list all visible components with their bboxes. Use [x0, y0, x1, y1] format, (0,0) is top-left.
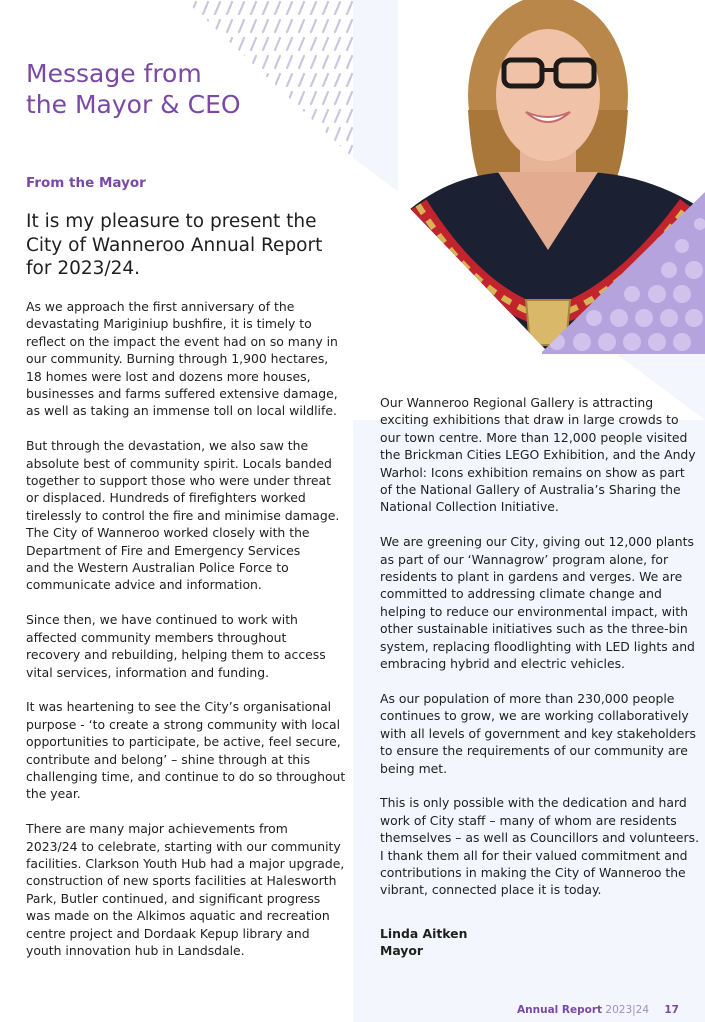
body-line: vibrant, connected place it is today. [380, 882, 602, 898]
body-line: As our population of more than 230,000 people [380, 690, 675, 706]
left-text-column [26, 298, 346, 959]
body-line: The City of Wanneroo worked closely with the [26, 525, 310, 541]
body-paragraph [380, 533, 695, 672]
body-line: residents to plant in gardens and verges. We are [380, 569, 683, 585]
paragraph-gap [26, 594, 346, 611]
section-kicker: From the Mayor [26, 175, 146, 191]
body-paragraph [380, 394, 696, 516]
lead-line: for 2023/24. [26, 258, 141, 279]
body-line: other sustainable initiatives such as the three-bin [380, 621, 688, 637]
body-line: communicate advice and information. [26, 577, 262, 593]
body-line: But through the devastation, we also saw the [26, 438, 309, 454]
paragraph-gap [380, 516, 690, 533]
body-line: Warhol: Icons exhibition remains on show as part [380, 464, 685, 480]
body-line: We are greening our City, giving out 12,000 plants [380, 534, 694, 550]
body-line: purpose - ‘to create a strong community with local [26, 716, 341, 732]
body-line: As we approach the first anniversary of the [26, 299, 295, 314]
body-paragraph [26, 437, 346, 594]
page-title-line: the Mayor & CEO [26, 90, 241, 119]
signature-name: Linda Aitken [380, 926, 468, 941]
body-line: system, replacing floodlighting with LED lights and [380, 638, 695, 654]
body-line: reflect on the impact the event had on so many in [26, 333, 338, 349]
paragraph-gap [380, 777, 690, 794]
body-line: devastating Mariginiup bushfire, it is timely to [26, 316, 312, 332]
lead-line: City of Wanneroo Annual Report [26, 234, 323, 256]
body-paragraph [380, 794, 700, 898]
body-line: challenging time, and continue to do so throughout [26, 768, 346, 784]
paragraph-gap [380, 672, 690, 689]
body-paragraph [26, 820, 346, 959]
body-line: Our Wanneroo Regional Gallery is attracting [380, 395, 654, 410]
body-line: 2023/24 to celebrate, starting with our community [26, 838, 341, 854]
body-line: as part of our ‘Wannagrow’ program alone, for [380, 551, 669, 567]
paragraph-gap [26, 420, 346, 437]
body-paragraph [26, 298, 346, 420]
body-line: youth innovation hub in Landsdale. [26, 942, 245, 958]
body-paragraph [380, 690, 696, 777]
body-line: the year. [26, 786, 81, 802]
body-line: National Collection Initiative. [380, 499, 559, 515]
paragraph-gap [26, 681, 346, 698]
page-title-line: Message from [26, 59, 202, 88]
body-line: with all levels of government and key stakeholders [380, 725, 696, 741]
body-line: I thank them all for their valued commitment and [380, 847, 688, 863]
body-line: being met. [380, 760, 448, 776]
footer-year: 2023|24 [605, 1004, 650, 1016]
body-line: our town centre. More than 12,000 people visited [380, 429, 688, 445]
paragraph-gap [26, 803, 346, 820]
body-line: themselves – as well as Councillors and volunteers. [380, 830, 700, 846]
body-line: Department of Fire and Emergency Services [26, 542, 301, 558]
lead-line: It is my pleasure to present the [26, 211, 317, 232]
body-line: continues to grow, we are working collaboratively [380, 708, 689, 724]
body-line: and the Western Australian Police Force to [26, 560, 289, 576]
body-line: committed to addressing climate change and [380, 586, 662, 602]
body-line: helping to reduce our environmental impact, with [380, 603, 688, 619]
body-line: absolute best of community spirit. Locals banded [26, 455, 332, 471]
footer-label: Annual Report [517, 1004, 603, 1016]
body-line: 18 homes were lost and dozens more houses, [26, 368, 311, 384]
body-line: construction of new sports facilities at Halesworth [26, 873, 337, 889]
body-line: recovery and rebuilding, helping them to access [26, 647, 326, 663]
body-line: centre project and Dordaak Kepup library and [26, 925, 310, 941]
body-line: Since then, we have continued to work with [26, 612, 298, 628]
body-line: businesses and farms suffered extensive damage, [26, 386, 338, 402]
body-line: Park, Butler continued, and significant progress [26, 890, 321, 906]
signature-block [380, 925, 467, 960]
body-line: or displaced. Hundreds of firefighters worked [26, 490, 306, 506]
body-line: to ensure the requirements of our community are [380, 743, 688, 759]
body-line: as well as taking an immense toll on local wildlife. [26, 403, 337, 419]
body-line: affected community members throughout [26, 629, 287, 645]
body-line: contribute and belong’ – shine through at this [26, 751, 311, 767]
body-line: together to support those who were under threat [26, 473, 331, 489]
page-number: 17 [664, 1004, 679, 1016]
lead-paragraph [26, 210, 336, 281]
body-line: was made on the Alkimos aquatic and recreation [26, 908, 330, 924]
page-footer [517, 1004, 679, 1016]
body-line: our community. Burning through 1,900 hectares, [26, 351, 329, 367]
body-line: facilities. Clarkson Youth Hub had a major upgrade, [26, 855, 345, 871]
body-line: contributions in making the City of Wanneroo the [380, 864, 686, 880]
body-line: the Brickman Cities LEGO Exhibition, and the Andy [380, 447, 696, 463]
body-paragraph [26, 611, 346, 681]
body-line: exciting exhibitions that draw in large crowds to [380, 412, 679, 428]
body-line: embracing hybrid and electric vehicles. [380, 656, 625, 672]
body-line: There are many major achievements from [26, 821, 288, 837]
dot-pattern-icon [542, 192, 705, 354]
body-paragraph [26, 698, 346, 802]
signature-role: Mayor [380, 943, 424, 959]
body-line: This is only possible with the dedication and hard [380, 795, 687, 811]
body-line: tirelessly to control the fire and minimise damage. [26, 507, 340, 523]
body-line: vital services, information and funding. [26, 664, 270, 680]
body-line: work of City staff – many of whom are residents [380, 812, 677, 828]
body-line: opportunities to participate, be active, feel secure, [26, 734, 341, 750]
page-title [26, 58, 346, 120]
body-line: of the National Gallery of Australia’s Sharing the [380, 482, 681, 498]
body-line: It was heartening to see the City’s organisational [26, 699, 332, 715]
right-text-column [380, 394, 700, 899]
